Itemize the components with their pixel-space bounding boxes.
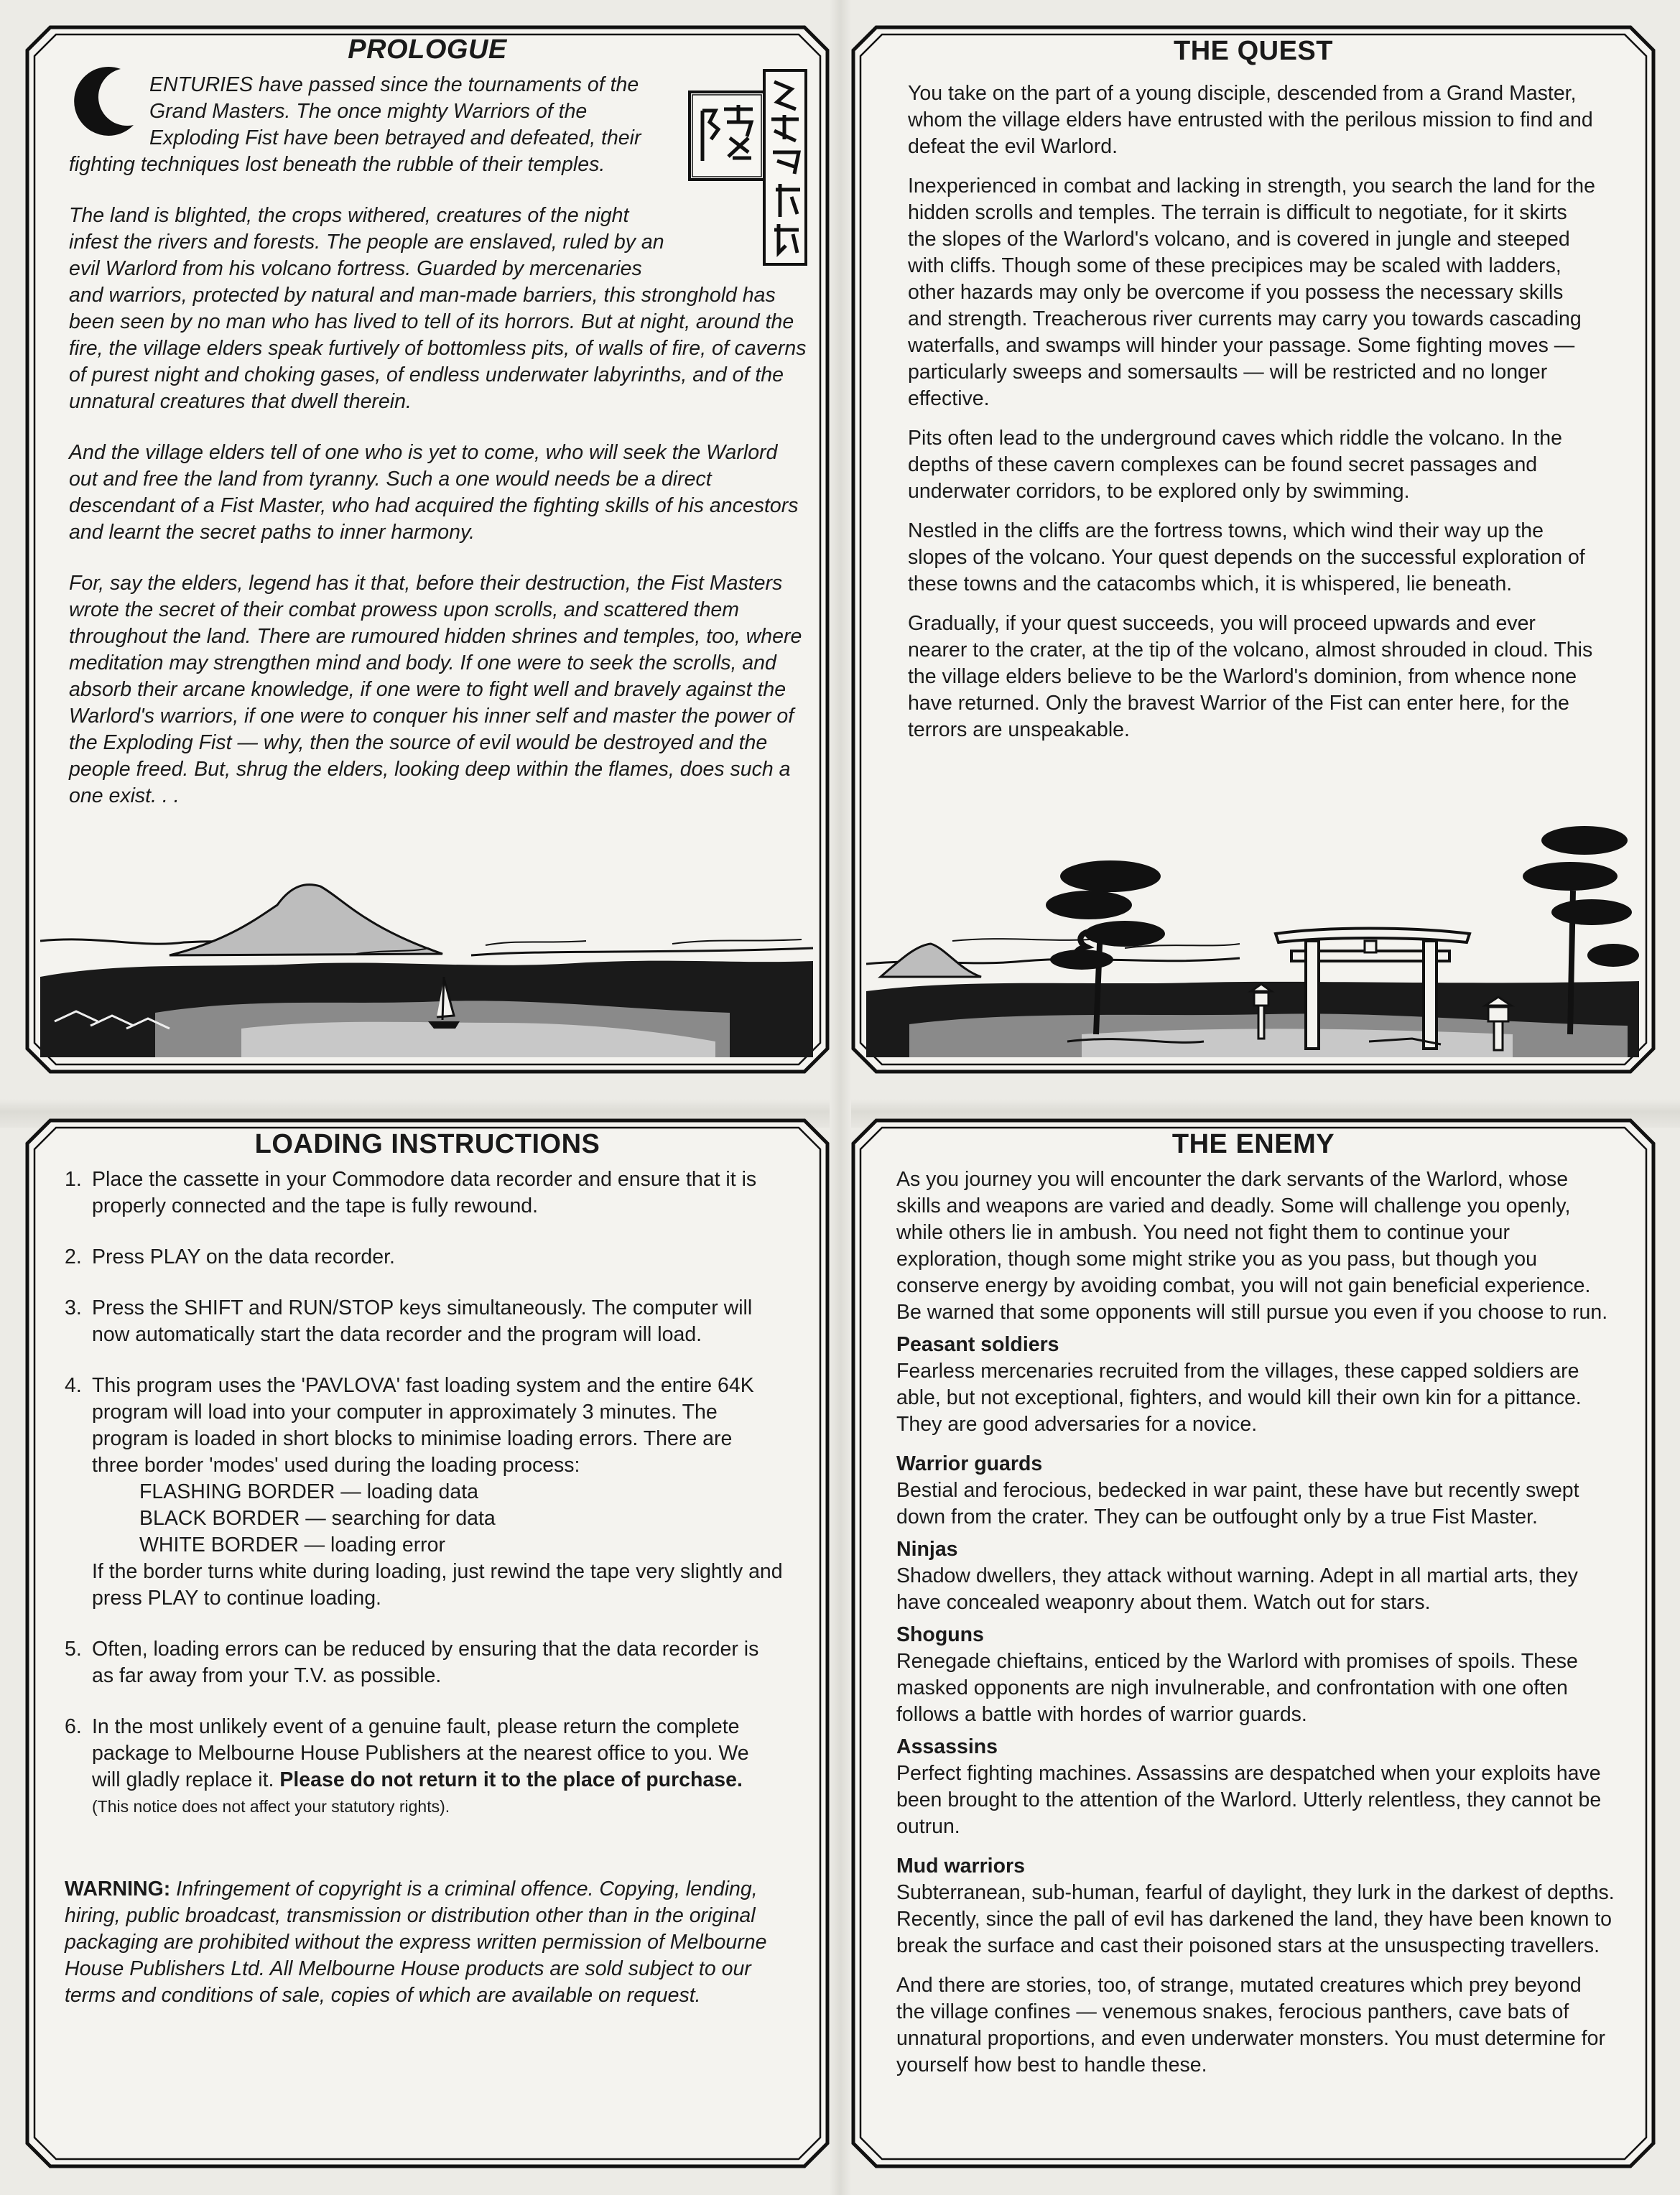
prologue-panel [22,22,833,1077]
enemy-outro: And there are stories, too, of strange, mutated creatures which prey beyond the village confines — venemous snakes, ferocious panthers, cave bats of unnatural proportions, and even underwater monsters. You must determine for yourself how best to handle these. [896,1974,1605,2076]
loading-step-1 [65,1166,783,1220]
quest-paragraph: Nestled in the cliffs are the fortress towns, which wind their way up the slopes of the volcano. Your quest depends on the successful exploration of these towns and the catacombs which, it is whispered, lie beneath. [908,519,1585,595]
loading-panel [22,1115,833,2172]
enemy-type-name: Mud warriors [896,1855,1025,1878]
quest-paragraph: Gradually, if your quest succeeds, you will proceed upwards and ever nearer to the crater, at the tip of the volcano, almost shrouded in cloud. This the village elders believe to be the Warlord's dominion, from whence none have returned. Only the bravest Warrior of the Fist can enter here, for the terrors are unspeakable. [908,612,1593,741]
step-number: 3. [65,1296,82,1319]
border-mode: BLACK BORDER — searching for data [139,1507,496,1530]
step-text: In the most unlikely event of a genuine fault, please return the complete package to Melbourne House Publishers at the nearest office to you. We will gladly replace it. [92,1715,749,1791]
step-number: 5. [65,1638,82,1661]
step-number: 2. [65,1245,82,1268]
enemy-type [896,1622,1615,1728]
enemy-type-name: Warrior guards [896,1452,1043,1475]
enemy-type-description: Renegade chieftains, enticed by the Warlord with promises of spoils. These masked opponents are nigh invulnerable, and confrontation with one often follows a battle with hordes of warrior guards. [896,1650,1578,1726]
enemy-type-name: Shoguns [896,1623,984,1646]
enemy-intro: As you journey you will encounter the dark servants of the Warlord, whose skills and weapons are varied and deadly. Some will challenge you openly, while others lie in ambush. You need not fight them to continue your exploration, though some might strike you as you pass, but though you conserve energy by avoiding combat, you will not gain beneficial experience. Be warned that some opponents will still pursue you even if you choose to run. [896,1168,1608,1324]
quest-title: THE QUEST [1174,36,1333,66]
quest-paragraph: You take on the part of a young disciple, descended from a Grand Master, whom the village elders have entrusted with the perilous mission to find and defeat the evil Warlord. [908,82,1593,158]
step-text: Press PLAY on the data recorder. [92,1245,395,1268]
prologue-intro: ENTURIES have passed since the tournaments of the Grand Masters. The once mighty Warriors of the Exploding Fist have been betrayed and defeated, their fighting techniques lost beneath the rubble of their temples. [69,73,641,176]
step-text: Often, loading errors can be reduced by ensuring that the data recorder is as far away from your T.V. as possible. [92,1638,759,1687]
return-notice: Please do not return it to the place of purchase. [279,1768,743,1791]
step-4-followup: If the border turns white during loading, just rewind the tape very slightly and press PLAY to continue loading. [92,1560,783,1610]
enemy-title: THE ENEMY [1171,1129,1335,1159]
border-mode: FLASHING BORDER — loading data [139,1480,479,1503]
prologue-title: PROLOGUE [348,34,507,65]
enemy-type-name: Assassins [896,1735,998,1758]
border-mode: WHITE BORDER — loading error [139,1533,446,1556]
kanji-seal-illustration [687,68,809,269]
prologue-paragraph: And the village elders tell of one who is yet to come, who will seek the Warlord out and free the land from tyranny. Such a one would needs be a direct descendant of a Fist Master, who had acquired the fighting skills of his ancestors and learnt the secret paths to inner harmony. [69,441,799,544]
statutory-rights-note: (This notice does not affect your statutory rights). [92,1797,450,1816]
enemy-type-description: Subterranean, sub-human, fearful of daylight, they lurk in the darkest of depths. Recently, since the pall of evil has darkened the land, they have been known to break the surface and cast their poisoned stars at the unsuspecting travellers. [896,1881,1615,1957]
enemy-type [896,1451,1615,1531]
enemy-type-description: Fearless mercenaries recruited from the villages, these capped soldiers are able, but not exceptional, fighters, and would kill their own kin for a pittance. They are good adversaries for a novice. [896,1360,1582,1436]
loading-step-6 [65,1714,783,1820]
enemy-type [896,1332,1615,1438]
quest-paragraph: Inexperienced in combat and lacking in strength, you search the land for the hidden scrolls and temples. The terrain is difficult to negotiate, for it skirts the slopes of the Warlord's volcano, and is covered in jungle and steeped with cliffs. Though some of these precipices may be scaled with ladders, other hazards may only be overcome if you possess the necessary skills and strength. Treacherous river currents may carry you towards cascading waterfalls, and swamps will hinder your passage. Some fighting moves — particularly sweeps and somersaults — will be restricted and no longer effective. [908,175,1595,410]
enemy-type-name: Peasant soldiers [896,1333,1059,1356]
loading-steps [65,1166,783,1820]
enemy-type-name: Ninjas [896,1538,958,1561]
enemy-type-description: Shadow dwellers, they attack without warning. Adept in all martial arts, they have concealed weaponry about them. Watch out for stars. [896,1564,1578,1614]
enemy-type [896,1734,1615,1840]
quest-panel [848,22,1659,1077]
crescent-moon-drop-cap [65,62,144,141]
step-text: Press the SHIFT and RUN/STOP keys simultaneously. The computer will now automatically start the data recorder and the program will load. [92,1296,753,1346]
step-number: 4. [65,1374,82,1397]
enemy-type-description: Bestial and ferocious, bedecked in war paint, these have but recently swept down from the crater. They can be outfought only by a true Fist Master. [896,1479,1579,1528]
enemy-panel [848,1115,1659,2172]
prologue-paragraph: The land is blighted, the crops withered, creatures of the night infest the rivers and forests. The people are enslaved, ruled by an evil Warlord from his volcano fortress. Guarded by mercenaries and warriors, protected by natural and man-made barriers, this stronghold has been seen by no man who has lived to tell of its horrors. But at night, around the fire, the village elders speak furtively of bottomless pits, of walls of fire, of caverns of purest night and choking gases, of endless underwater labyrinths, and of the unnatural creatures that dwell therein. [69,204,807,413]
quest-paragraph: Pits often lead to the underground caves which riddle the volcano. In the depths of these cavern complexes can be found secret passages and underwater corridors, to be explored only by swimming. [908,427,1562,503]
enemy-type [896,1536,1615,1616]
volcano-landscape-illustration [40,869,813,1057]
prologue-paragraph: For, say the elders, legend has it that, before their destruction, the Fist Masters wrote the secret of their combat prowess upon scrolls, and scattered them throughout the land. There are rumoured hidden shrines and temples, too, where meditation may strengthen mind and body. If one were to seek the scrolls, and absorb their arcane knowledge, if one were to fight well and bravely against the Warlord's warriors, if one were to conquer his inner self and master the power of the Exploding Fist — why, then the source of evil would be destroyed and the people freed. But, shrug the elders, looking deep within the flames, does such a one exist. . . [69,572,802,807]
step-number: 1. [65,1168,82,1191]
step-text: Place the cassette in your Commodore data recorder and ensure that it is properly connected and the tape is fully rewound. [92,1168,757,1217]
copyright-warning [65,1876,783,2009]
step-text: This program uses the 'PAVLOVA' fast loading system and the entire 64K program will load into your computer in approximately 3 minutes. The program is loaded in short blocks to minimise loading errors. There are three border 'modes' used during the loading process: [92,1374,754,1477]
warning-text: Infringement of copyright is a criminal offence. Copying, lending, hiring, public broadcast, transmission or distribution other than in the original packaging are prohibited without the express written permission of Melbourne House Publishers Ltd. All Melbourne House products are sold subject to our terms and conditions of sale, copies of which are available on request. [65,1878,767,2007]
loading-title: LOADING INSTRUCTIONS [254,1129,600,1159]
loading-step-4 [65,1373,783,1612]
enemy-type [896,1853,1615,1959]
enemy-type-description: Perfect fighting machines. Assassins are despatched when your exploits have been brought to the attention of the Warlord. Utterly relentless, they cannot be outrun. [896,1762,1602,1838]
step-number: 6. [65,1715,82,1738]
loading-step-3 [65,1295,783,1348]
torii-gate-landscape-illustration [866,797,1639,1057]
loading-step-2 [65,1244,783,1271]
warning-label: WARNING: [65,1878,171,1901]
loading-step-5 [65,1636,783,1689]
